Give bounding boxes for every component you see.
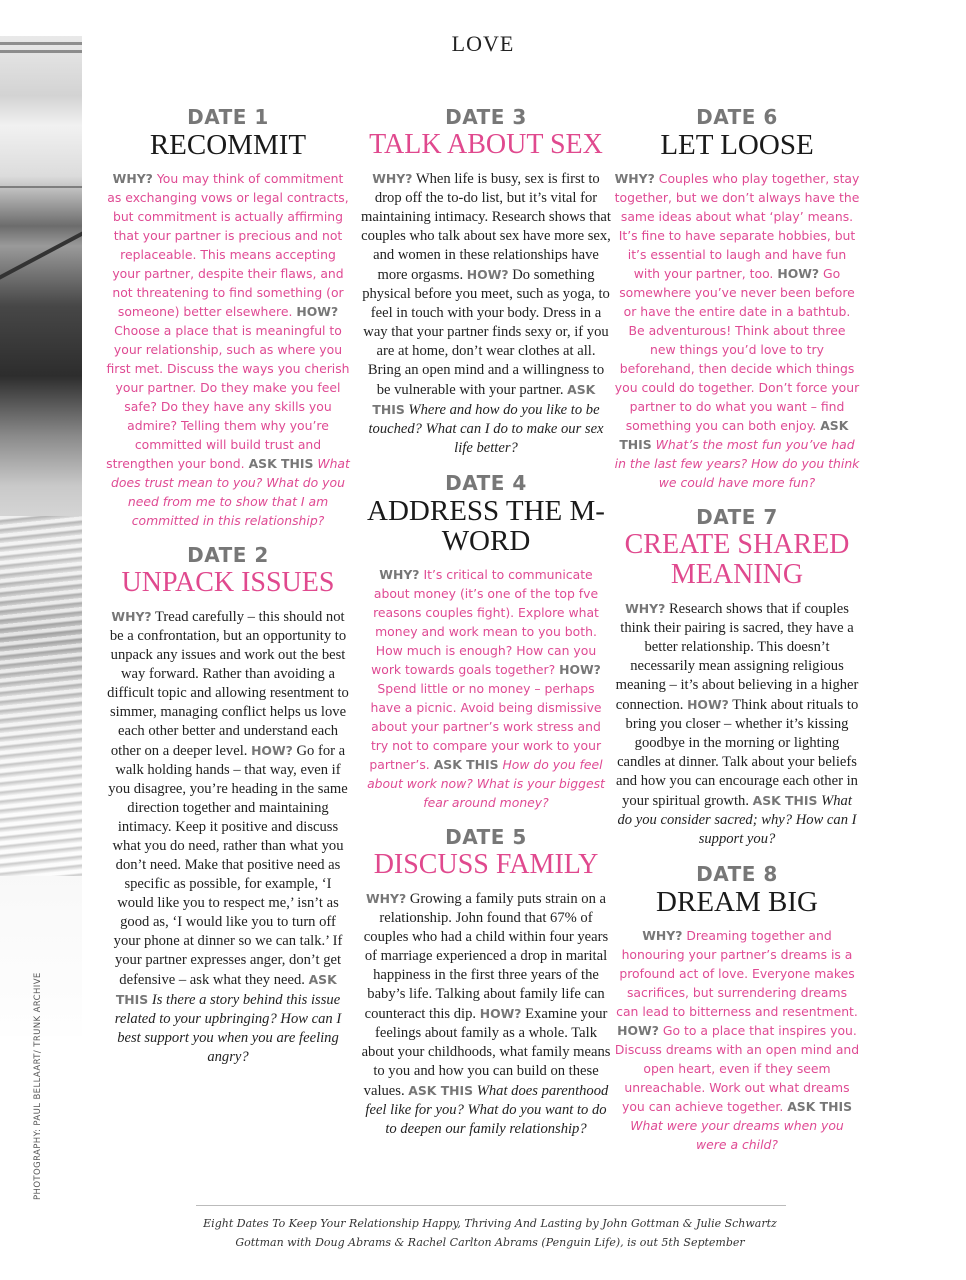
column-3 bbox=[614, 104, 860, 1166]
date-3 bbox=[361, 104, 611, 458]
how-text: Examine your feelings about family as a whole. Talk about your childhoods, what family means to you and how you can build on these values. bbox=[361, 1006, 611, 1099]
how-label: HOW? bbox=[479, 1006, 522, 1021]
photo-water bbox=[0, 516, 82, 876]
why-text: It’s critical to communicate about money (it’s one of the top fve reasons couples fight). Explore what money and work mean to you both. How much is enough? How can you work towards goals together? bbox=[371, 567, 599, 677]
why-label: WHY? bbox=[365, 891, 407, 906]
date-label: DATE 2 bbox=[187, 543, 269, 567]
photo-credit: PHOTOGRAPHY: PAUL BELLAART/ TRUNK ARCHIVE bbox=[33, 972, 43, 1200]
date-title: ADDRESS THE M-WORD bbox=[367, 495, 605, 557]
book-credit: Eight Dates To Keep Your Relationship Happy, Thriving And Lasting by John Gottman & Julie Schwartz Gottman with Doug Abrams & Rachel Carlton Abrams (Penguin Life), is out 5th September bbox=[203, 1217, 777, 1249]
why-label: WHY? bbox=[625, 601, 666, 616]
why-text: Tread carefully – this should not be a confrontation, but an opportunity to unpack any issues and work out the best way forward. Rather than avoiding a difficult topic and allowing resentment to simmer, managing conflict helps us love each other better and understand each other on a deeper level. bbox=[107, 609, 349, 759]
date-7 bbox=[614, 504, 860, 849]
date-title: RECOMMIT bbox=[149, 129, 307, 161]
how-text: Go for a walk holding hands – that way, even if you disagree, you’re heading in the same direction together and maintaining intimacy. Keep it positive and discuss what you do need, rather than what you don’t need. Make that positive need as specific as possible, for example, ‘I would like you to respect me,’ isn’t as good as, ‘I would like you to turn off your phone at dinner so we can talk.’ If your partner expresses anger, don’t get defensive – ask what they need. bbox=[108, 743, 348, 988]
why-label: WHY? bbox=[379, 567, 420, 582]
how-text: Choose a place that is meaningful to your relationship, such as where you first met. Discuss the ways you cherish your partner. Do they make you feel safe? Do they have any skills you admire? Telling them why you’re committed will build trust and strengthen your bond. bbox=[106, 323, 350, 471]
date-1 bbox=[106, 104, 350, 530]
how-text: Go to a place that inspires you. Discuss dreams with an open mind and open heart, even if they seem unreachable. Work out what dreams you can achieve together. bbox=[614, 1023, 860, 1114]
how-label: HOW? bbox=[687, 697, 729, 712]
how-text: Spend little or no money – perhaps have a picnic. Avoid being dismissive about your partner’s work stress and try not to compare your work to your partner’s. bbox=[369, 681, 602, 772]
ask-text: What’s the most fun you’ve had in the last few years? How do you think we could have more fun? bbox=[614, 437, 860, 490]
date-label: DATE 3 bbox=[445, 105, 527, 129]
ask-label: ASK THIS bbox=[619, 418, 849, 452]
date-body bbox=[106, 169, 350, 530]
footer-divider bbox=[196, 1205, 786, 1206]
how-label: HOW? bbox=[251, 743, 293, 758]
date-title: DISCUSS FAMILY bbox=[373, 849, 599, 880]
why-text: Couples who play together, stay together, but we don’t always have the same ideas about what ‘play’ means. It’s fine to have separate hobbies, but it’s essential to laugh and have fun with your partner, too. bbox=[614, 171, 860, 281]
how-text: Go somewhere you’ve never been before or have the entire date in a bathtub. Be adventurous! Think about three new things you’d love to try beforehand, then decide which things you could do together. Don’t force your partner to do what you want – find something you can both enjoy. bbox=[614, 266, 860, 433]
ask-text: What were your dreams when you were a child? bbox=[630, 1118, 844, 1152]
date-title: DREAM BIG bbox=[656, 886, 818, 918]
date-4 bbox=[361, 470, 611, 812]
how-label: HOW? bbox=[466, 267, 509, 282]
date-body bbox=[361, 565, 611, 812]
ask-text: How do you feel about work now? What is your biggest fear around money? bbox=[367, 757, 605, 810]
how-label: HOW? bbox=[296, 304, 339, 319]
photo-boom bbox=[0, 225, 82, 290]
date-6 bbox=[614, 104, 860, 492]
ask-label: ASK THIS bbox=[115, 972, 337, 1007]
ask-label: ASK THIS bbox=[248, 456, 314, 471]
date-body bbox=[361, 889, 611, 1139]
why-label: WHY? bbox=[642, 928, 683, 943]
date-title: CREATE SHARED MEANING bbox=[624, 529, 850, 590]
ask-text: What do you consider sacred; why? How can I support you? bbox=[617, 793, 857, 847]
date-title: TALK ABOUT SEX bbox=[369, 129, 603, 160]
date-body bbox=[361, 169, 611, 458]
why-text: Growing a family puts strain on a relationship. John found that 67% of couples who had a child within four years of marriage experienced a drop in marital happiness in the first three years of the baby’s life. Talking about family life can counteract this dip. bbox=[363, 891, 609, 1022]
ask-label: ASK THIS bbox=[408, 1083, 474, 1098]
why-label: WHY? bbox=[372, 171, 413, 186]
date-body bbox=[614, 169, 860, 492]
column-1 bbox=[106, 104, 350, 1079]
why-label: WHY? bbox=[112, 171, 153, 186]
date-label: DATE 8 bbox=[696, 862, 778, 886]
date-label: DATE 7 bbox=[696, 505, 778, 529]
date-5 bbox=[361, 824, 611, 1139]
date-8 bbox=[614, 861, 860, 1154]
why-label: WHY? bbox=[614, 171, 655, 186]
date-label: DATE 4 bbox=[445, 471, 527, 495]
ask-label: ASK THIS bbox=[787, 1099, 853, 1114]
column-2 bbox=[361, 104, 611, 1151]
ask-text: What does trust mean to you? What do you need from me to show that I am committed in this relationship? bbox=[111, 456, 350, 528]
ask-label: ASK THIS bbox=[433, 757, 499, 772]
date-label: DATE 6 bbox=[696, 105, 778, 129]
date-label: DATE 1 bbox=[187, 105, 269, 129]
ask-label: ASK THIS bbox=[752, 793, 818, 808]
sailboat-photo bbox=[0, 36, 82, 1036]
ask-text: Is there a story behind this issue related to your upbringing? How can I best support you when you are feeling angry? bbox=[114, 992, 342, 1065]
date-2 bbox=[106, 542, 350, 1067]
ask-text: What does parenthood feel like for you? What do you want to do to deepen our family relationship? bbox=[365, 1083, 609, 1137]
how-label: HOW? bbox=[617, 1023, 659, 1038]
photo-rail bbox=[0, 186, 82, 188]
date-body bbox=[614, 599, 860, 849]
ask-label: ASK THIS bbox=[372, 382, 596, 417]
how-label: HOW? bbox=[559, 662, 601, 677]
date-title: UNPACK ISSUES bbox=[121, 567, 335, 598]
ask-text: Where and how do you like to be touched? What can I do to make our sex life better? bbox=[368, 402, 604, 456]
how-text: Do something physical before you meet, such as yoga, to feel in touch with your body. Dress in a way that your partner finds sexy or, if you are at home, don’t wear clothes at all. Bring an open mind and a willingness to be vulnerable with your partner. bbox=[362, 267, 610, 398]
date-title: LET LOOSE bbox=[660, 129, 814, 161]
section-title: LOVE bbox=[451, 31, 515, 56]
why-text: Research shows that if couples think their pairing is sacred, they have a better relationship. This doesn’t necessarily mean assigning religious meaning – it’s about believing in a higher connection. bbox=[615, 601, 859, 713]
why-label: WHY? bbox=[111, 609, 152, 624]
why-text: When life is busy, sex is first to drop off the to-do list, but it’s vital for maintaining intimacy. Research shows that couples who talk about sex have more sex, and women in these relationships have more orgasms. bbox=[361, 171, 611, 283]
how-label: HOW? bbox=[777, 266, 820, 281]
why-text: Dreaming together and honouring your partner’s dreams is a profound act of love. Everyone makes sacrifices, but surrendering dreams can lead to bitterness and resentment. bbox=[616, 928, 858, 1019]
date-body bbox=[106, 607, 350, 1067]
how-text: Think about rituals to bring you closer – whether it’s kissing goodbye in the morning or lighting candles at dinner. Talk about your beliefs and how you can encourage each other in your spiritual growth. bbox=[616, 697, 859, 809]
date-label: DATE 5 bbox=[445, 825, 527, 849]
why-text: You may think of commitment as exchanging vows or legal contracts, but commitment is actually affirming that your partner is precious and not replaceable. This means accepting your partner, despite their flaws, and not threatening to find something (or someone) better elsewhere. bbox=[107, 171, 349, 319]
date-body bbox=[614, 926, 860, 1154]
